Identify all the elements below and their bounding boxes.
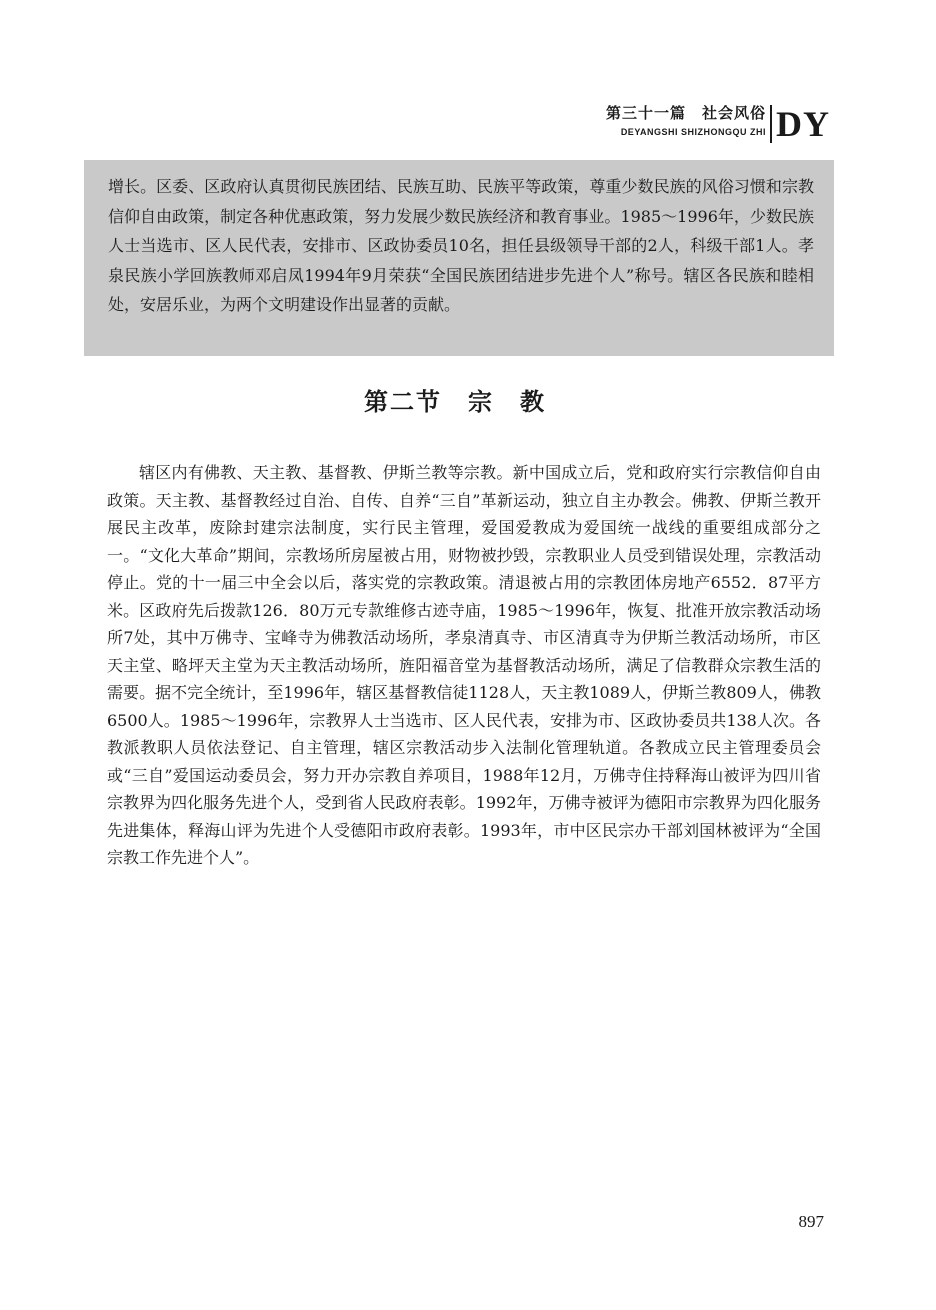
book-title-pinyin: DEYANGSHI SHIZHONGQU ZHI [620,127,766,137]
section-title: 宗教 [468,388,572,416]
section-heading [0,384,936,420]
header-divider [770,105,772,143]
highlighted-section [84,160,834,356]
chapter-title: 第三十一篇 社会风俗 [605,104,766,122]
book-logo: DY [776,104,830,144]
page-number: 897 [798,1212,824,1231]
section-number: 第二节 [364,388,442,416]
body-paragraph: 辖区内有佛教、天主教、基督教、伊斯兰教等宗教。新中国成立后，党和政府实行宗教信仰自由政策。天主教、基督教经过自治、自传、自养“三自”革新运动，独立自主办教会。佛教、伊斯兰教开展民主改革，废除封建宗法制度，实行民主管理，爱国爱教成为爱国统一战线的重要组成部分之一。“文化大革命”期间，宗教场所房屋被占用，财物被抄毁，宗教职业人员受到错误处理，宗教活动停止。党的十一届三中全会以后，落实党的宗教政策。清退被占用的宗教团体房地产6552．87平方米。区政府先后拨款126．80万元专款维修古迹寺庙，1985～1996年，恢复、批准开放宗教活动场所7处，其中万佛寺、宝峰寺为佛教活动场所，孝泉清真寺、市区清真寺为伊斯兰教活动场所，市区天主堂、略坪天主堂为天主教活动场所，旌阳福音堂为基督教活动场所，满足了信教群众宗教生活的需要。据不完全统计，至1996年，辖区基督教信徒1128人，天主教1089人，伊斯兰教809人，佛教6500人。1985～1996年，宗教界人士当选市、区人民代表，安排为市、区政协委员共138人次。各教派教职人员依法登记、自主管理，辖区宗教活动步入法制化管理轨道。各教成立民主管理委员会或“三自”爱国运动委员会，努力开办宗教自养项目，1988年12月，万佛寺住持释海山被评为四川省宗教界为四化服务先进个人，受到省人民政府表彰。1992年，万佛寺被评为德阳市宗教界为四化服务先进集体，释海山评为先进个人受德阳市政府表彰。1993年，市中区民宗办干部刘国林被评为“全国宗教工作先进个人”。 [107,463,821,867]
highlighted-paragraph: 增长。区委、区政府认真贯彻民族团结、民族互助、民族平等政策，尊重少数民族的风俗习惯和宗教信仰自由政策，制定各种优惠政策，努力发展少数民族经济和教育事业。1985～1996年，少数民族人士当选市、区人民代表，安排市、区政协委员10名，担任县级领导干部的2人，科级干部1人。孝泉民族小学回族教师邓启凤1994年9月荣获“全国民族团结进步先进个人”称号。辖区各民族和睦相处，安居乐业，为两个文明建设作出显著的贡献。 [108,177,814,314]
running-header [560,103,830,143]
running-header-text [606,103,766,139]
